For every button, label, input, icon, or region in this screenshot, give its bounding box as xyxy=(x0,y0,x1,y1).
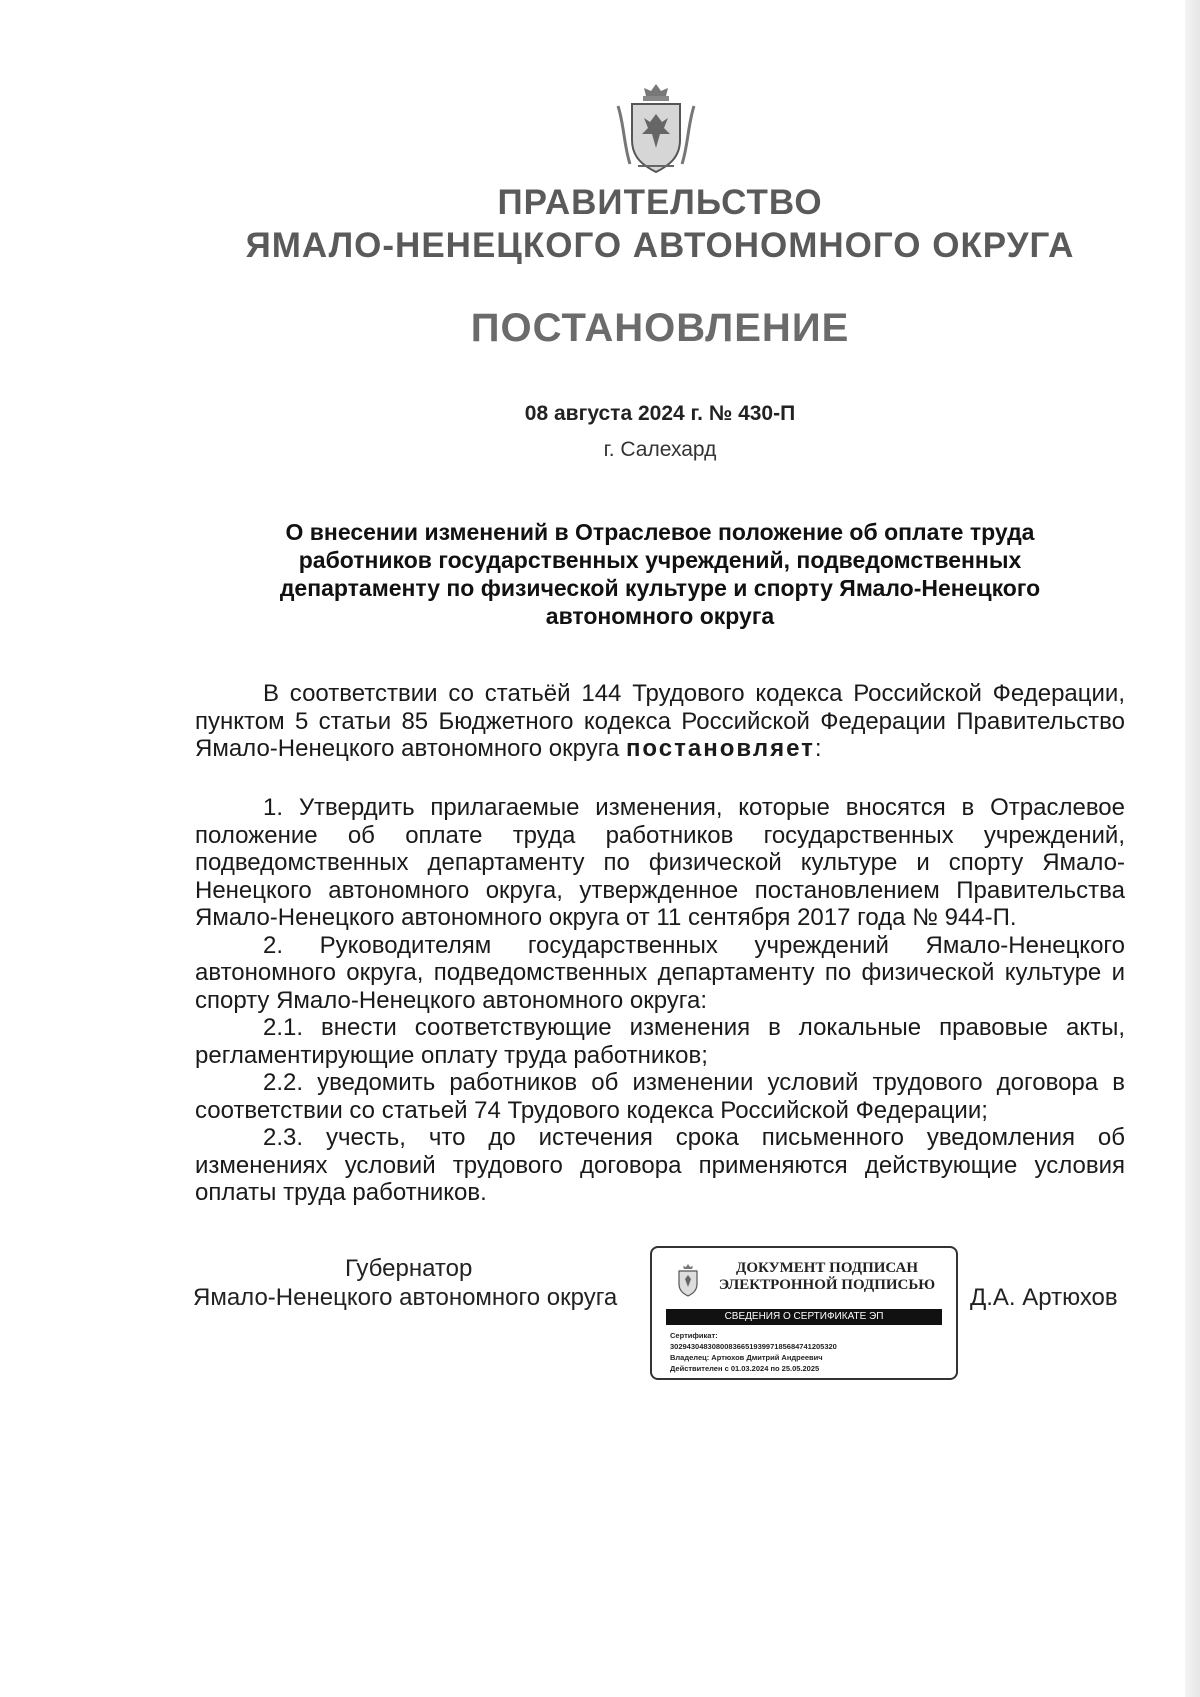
resolution-item: 2. Руководителям государственных учреждений Ямало-Ненецкого автономного округа, подведомственных департаменту по физической культуре и спорту Ямало-Ненецкого автономного округа: xyxy=(195,931,1125,1014)
preamble-keyword: постановляет xyxy=(625,735,815,762)
yamal-coat-of-arms-icon xyxy=(616,80,696,180)
stamp-owner: Владелец: Артюхов Дмитрий Андреевич xyxy=(670,1353,823,1362)
resolution-item: 2.1. внести соответствующие изменения в локальные правовые акты, регламентирующие оплату труда работников; xyxy=(195,1014,1125,1069)
resolution-item: 1. Утвердить прилагаемые изменения, которые вносятся в Отраслевое положение об оплате труда работников государственных учреждений, подведомственных департаменту по физической культуре и спорту Ямало-Ненецкого автономного округа, утвержденное постановлением Правительства Ямало-Ненецкого автономного округа от 11 сентября 2017 года № 944-П. xyxy=(195,794,1125,931)
signer-post-line1: Губернатор xyxy=(345,1255,473,1282)
stamp-title xyxy=(712,1260,942,1294)
stamp-certificate-bar: СВЕДЕНИЯ О СЕРТИФИКАТЕ ЭП xyxy=(666,1309,942,1325)
document-date-number: 08 августа 2024 г. № 430-П xyxy=(524,402,796,425)
preamble-text: В соответствии со статьёй 144 Трудового кодекса Российской Федерации, пунктом 5 статьи 85 Бюджетного кодекса Российской Федерации Правительство Ямало-Ненецкого автономного округа xyxy=(195,680,1125,762)
stamp-emblem-icon xyxy=(674,1262,702,1298)
stamp-title-line2: ЭЛЕКТРОННОЙ ПОДПИСЬЮ xyxy=(718,1277,936,1293)
preamble-paragraph xyxy=(195,680,1125,763)
preamble-end: : xyxy=(814,735,822,762)
signature-block xyxy=(0,1255,1200,1395)
stamp-certificate-number: 3029430483080083665193997185684741205320 xyxy=(670,1342,837,1351)
document-type: ПОСТАНОВЛЕНИЕ xyxy=(470,306,850,350)
signer-post-line2: Ямало-Ненецкого автономного округа xyxy=(193,1284,618,1311)
signer-name: Д.А. Артюхов xyxy=(970,1284,1118,1311)
resolution-item: 2.2. уведомить работников об изменении условий трудового договора в соответствии со статьей 74 Трудового кодекса Российской Федерации; xyxy=(195,1069,1125,1124)
stamp-certificate-label: Сертификат: xyxy=(670,1331,718,1340)
resolution-item: 2.3. учесть, что до истечения срока письменного уведомления об изменениях условий трудового договора применяются действующие условия оплаты труда работников. xyxy=(195,1124,1125,1206)
electronic-signature-stamp xyxy=(650,1246,958,1380)
document-subject: О внесении изменений в Отраслевое положение об оплате труда работников государственных учреждений, подведомственных департаменту по физической культуре и спорту Ямало-Ненецкого автономного округа xyxy=(279,519,1041,629)
government-title-line2: ЯМАЛО-НЕНЕЦКОГО АВТОНОМНОГО ОКРУГА xyxy=(245,226,1075,265)
document-city: г. Салехард xyxy=(603,438,717,461)
resolution-items xyxy=(195,794,1125,1207)
stamp-validity: Действителен с 01.03.2024 по 25.05.2025 xyxy=(670,1364,820,1373)
stamp-title-line1: ДОКУМЕНТ ПОДПИСАН xyxy=(736,1260,918,1276)
government-title-line1: ПРАВИТЕЛЬСТВО xyxy=(497,183,823,222)
